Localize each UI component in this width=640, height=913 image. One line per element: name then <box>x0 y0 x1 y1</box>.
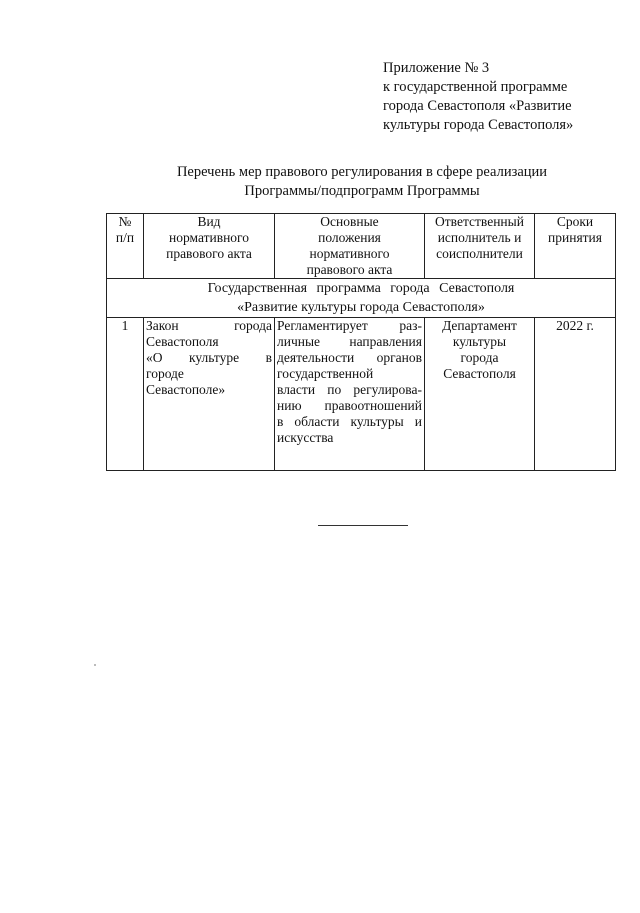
header-responsible <box>425 214 535 279</box>
appendix-caption <box>383 59 623 135</box>
end-divider <box>318 525 408 526</box>
header-text: принятия <box>548 230 602 245</box>
header-text: исполнитель и <box>437 230 522 245</box>
cell-line: нию правоотношений <box>277 398 422 413</box>
scan-artifact <box>94 664 96 666</box>
cell-line: Закон города <box>146 318 272 333</box>
cell-line: «О культуре в <box>146 350 272 365</box>
cell-line: государственной <box>277 366 374 381</box>
header-act-type <box>144 214 275 279</box>
cell-line: личные направления <box>277 334 422 349</box>
cell-line: Севастополя <box>146 334 219 349</box>
appendix-line: культуры города Севастополя» <box>383 117 574 133</box>
measures-table <box>106 213 616 471</box>
header-text: № <box>118 214 132 229</box>
table-row <box>107 318 616 471</box>
cell-line: города <box>460 350 499 365</box>
document-title <box>100 163 624 201</box>
header-text: Ответственный <box>435 214 524 229</box>
header-text: Сроки <box>556 214 594 229</box>
cell-act-type <box>144 318 275 471</box>
cell-num: 1 <box>107 318 144 471</box>
cell-line: искусства <box>277 430 334 445</box>
cell-line: деятельности органов <box>277 350 422 365</box>
cell-responsible <box>425 318 535 471</box>
header-text: соисполнители <box>436 246 523 261</box>
header-text: нормативного <box>309 246 390 261</box>
cell-line: в области культуры и <box>277 414 422 429</box>
cell-line: Севастополя <box>443 366 516 381</box>
cell-line: Департамент <box>442 318 517 333</box>
cell-line: культуры <box>452 334 507 349</box>
title-line-1: Перечень мер правового регулирования в сфере реализации <box>176 164 548 180</box>
header-text: правового акта <box>166 246 252 261</box>
cell-line: городе <box>146 366 184 381</box>
cell-line: власти по регулирова- <box>277 382 422 397</box>
appendix-line: Приложение № 3 <box>383 60 490 76</box>
cell-line: Севастополе» <box>146 382 226 397</box>
table-header-row <box>107 214 616 279</box>
appendix-line: города Севастополя «Развитие <box>383 98 572 114</box>
section-line-2: «Развитие культуры города Севастополя» <box>237 300 485 315</box>
cell-term: 2022 г. <box>535 318 616 471</box>
section-line-1: Государственная программа города Севастополя <box>207 281 515 296</box>
header-text: нормативного <box>168 230 250 245</box>
section-row <box>107 279 616 318</box>
section-title <box>107 279 616 318</box>
cell-line: Регламентирует раз- <box>277 318 422 333</box>
header-provisions <box>275 214 425 279</box>
header-num <box>107 214 144 279</box>
header-term <box>535 214 616 279</box>
header-text: Основные <box>320 214 379 229</box>
header-text: правового акта <box>306 262 393 277</box>
appendix-line: к государственной программе <box>383 79 568 95</box>
title-line-2: Программы/подпрограмм Программы <box>244 183 480 199</box>
header-text: п/п <box>115 230 135 245</box>
header-text: положения <box>318 230 381 245</box>
header-text: Вид <box>197 214 221 229</box>
cell-provisions <box>275 318 425 471</box>
